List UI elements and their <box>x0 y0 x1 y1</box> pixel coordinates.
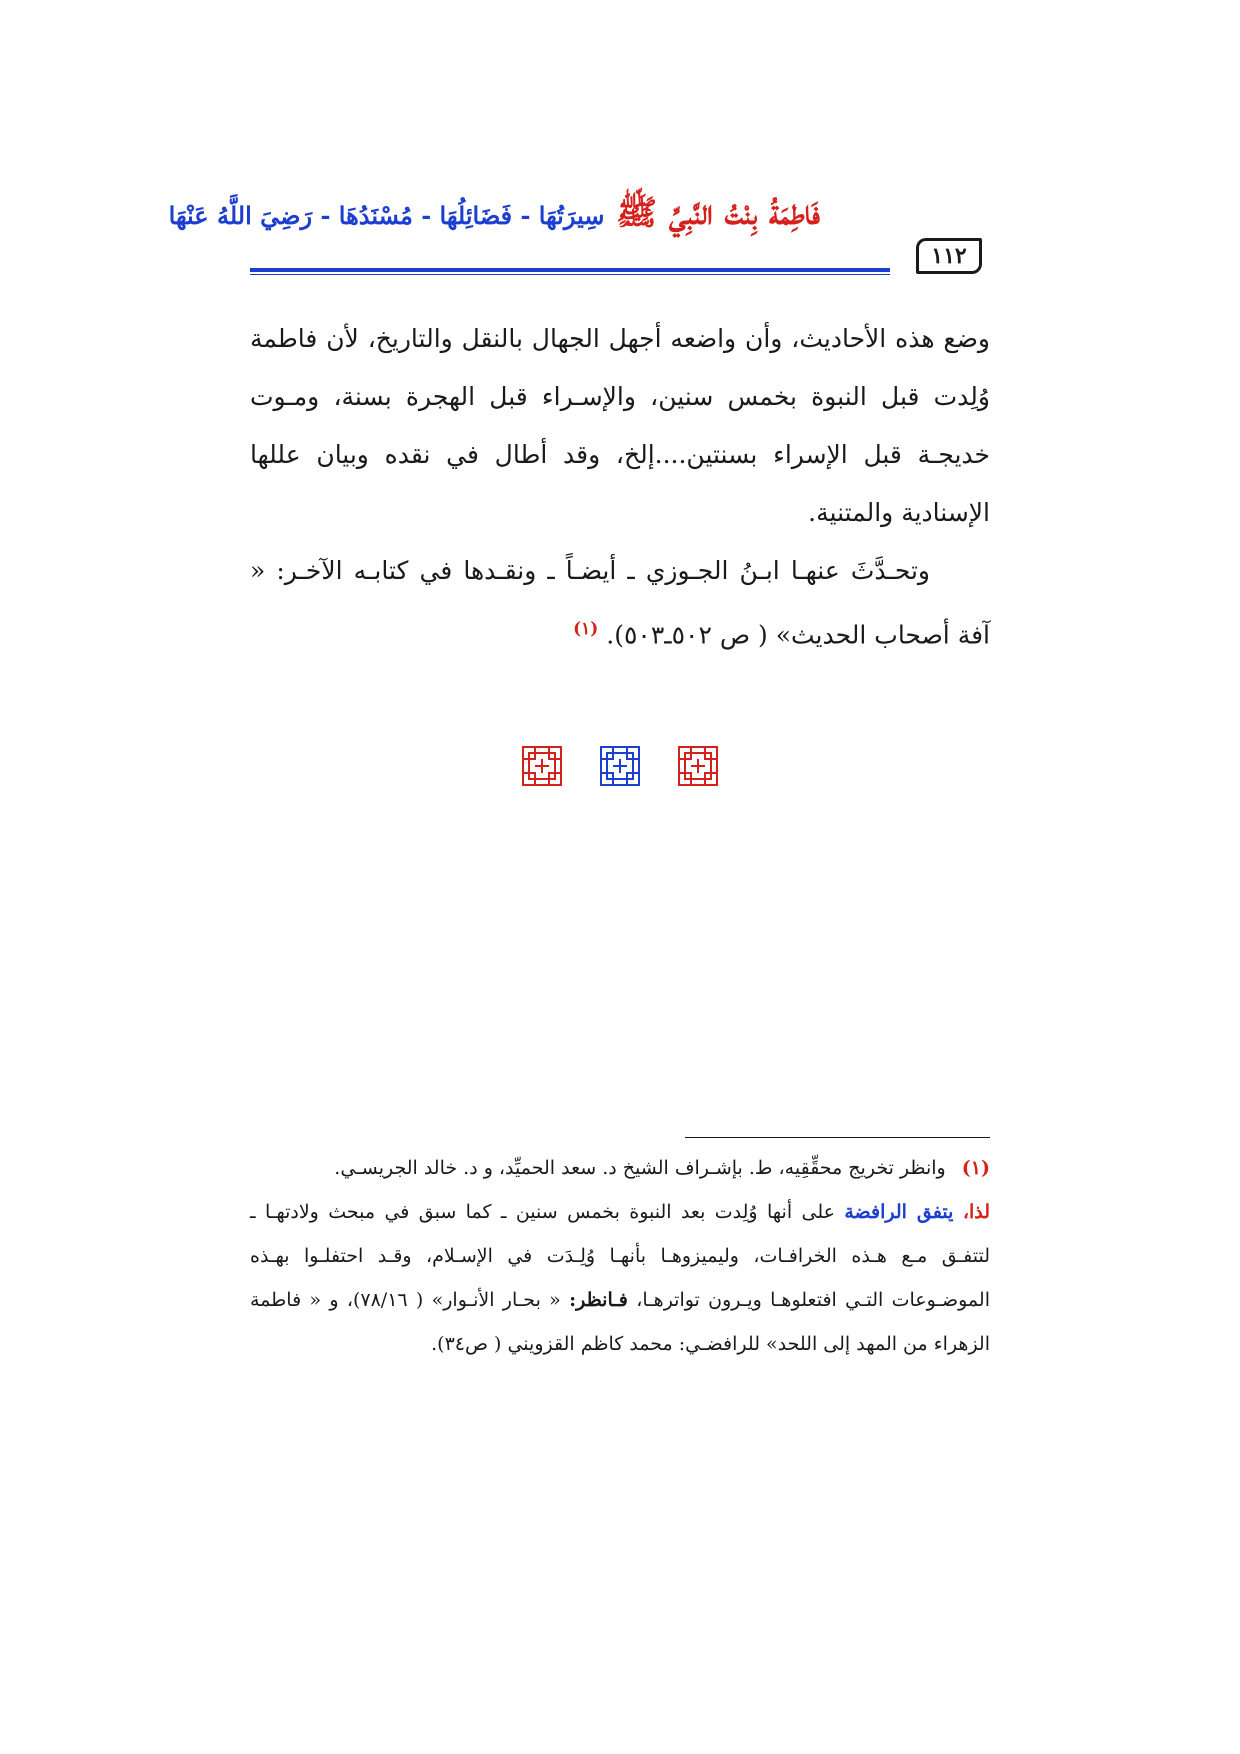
paragraph <box>250 542 990 664</box>
page-header <box>168 190 990 270</box>
footnote-see-label: فـانظر: <box>569 1289 628 1311</box>
footnotes <box>250 1146 990 1366</box>
footnote-text: وانظر تخريج محقِّقِيه، ط. بإشـراف الشيخ د. سعد الحميِّد، و د. خالد الجريسـي. <box>334 1157 946 1179</box>
knot-ornament-blue-icon <box>598 744 642 788</box>
footnote-marker[interactable]: (١) <box>573 619 599 639</box>
book-title-main: فَاطِمَةُ بِنْتُ النَّبِيِّ ﷺ <box>616 193 820 233</box>
footnote-text: « بحـار الأنـوار» ( ٧٨/١٦)، و « فاطمة الزهراء من المهد إلى اللحد» للرافضـي: محمد كاظم القزويني ( ص٣٤). <box>250 1289 990 1355</box>
paragraph: وضع هذه الأحاديث، وأن واضعه أجهل الجهال بالنقل والتاريخ، لأن فاطمة وُلِدت قبل النبوة بخمس سنين، والإسـراء قبل الهجرة بسنة، ومـوت خديجـة قبل الإسراء بسنتين....إلخ، وقد أطال في نقده وبيان عللها الإسنادية والمتنية. <box>250 324 990 527</box>
book-title <box>169 192 820 241</box>
page-number: ١١٢ <box>916 238 982 274</box>
knot-ornament-red-icon <box>676 744 720 788</box>
section-divider-ornaments <box>520 744 720 794</box>
header-rule-thin <box>250 274 890 275</box>
footnote <box>250 1146 990 1190</box>
footnote-separator <box>685 1137 990 1138</box>
knot-ornament-red-icon <box>520 744 564 788</box>
paragraph-text: وتحـدَّثَ عنهـا ابـنُ الجـوزي ـ أيضـاً ـ ونقـدها في كتابـه الآخـر: « آفة أصحاب الحديث» ( ص ٥٠٢ـ٥٠٣). <box>250 556 990 650</box>
footnote-number: (١) <box>961 1157 990 1179</box>
header-rule <box>250 268 890 272</box>
footnote-highlight-red: لذا، <box>962 1201 990 1223</box>
footnote-highlight-blue: يتفق الرافضة <box>844 1201 954 1223</box>
book-title-subtitle: سِيرَتُهَا - فَضَائِلُهَا - مُسْنَدُهَا - رَضِيَ اللَّهُ عَنْهَا <box>168 201 605 230</box>
footnote-continuation <box>250 1190 990 1366</box>
footnote-text: على أنها وُلِدت بعد النبوة بخمس سنين ـ كما سبق في مبحث ولادتهـا ـ لتتفـق مـع هـذه الخرافـات، وليميزوهـا بأنهـا وُلِـدَت في الإسـلام، وقـد احتفلـوا بهـذه الموضـوعات التـي افتعلوهـا ويـرون تواترهـا، <box>250 1201 990 1311</box>
main-text <box>250 310 990 664</box>
